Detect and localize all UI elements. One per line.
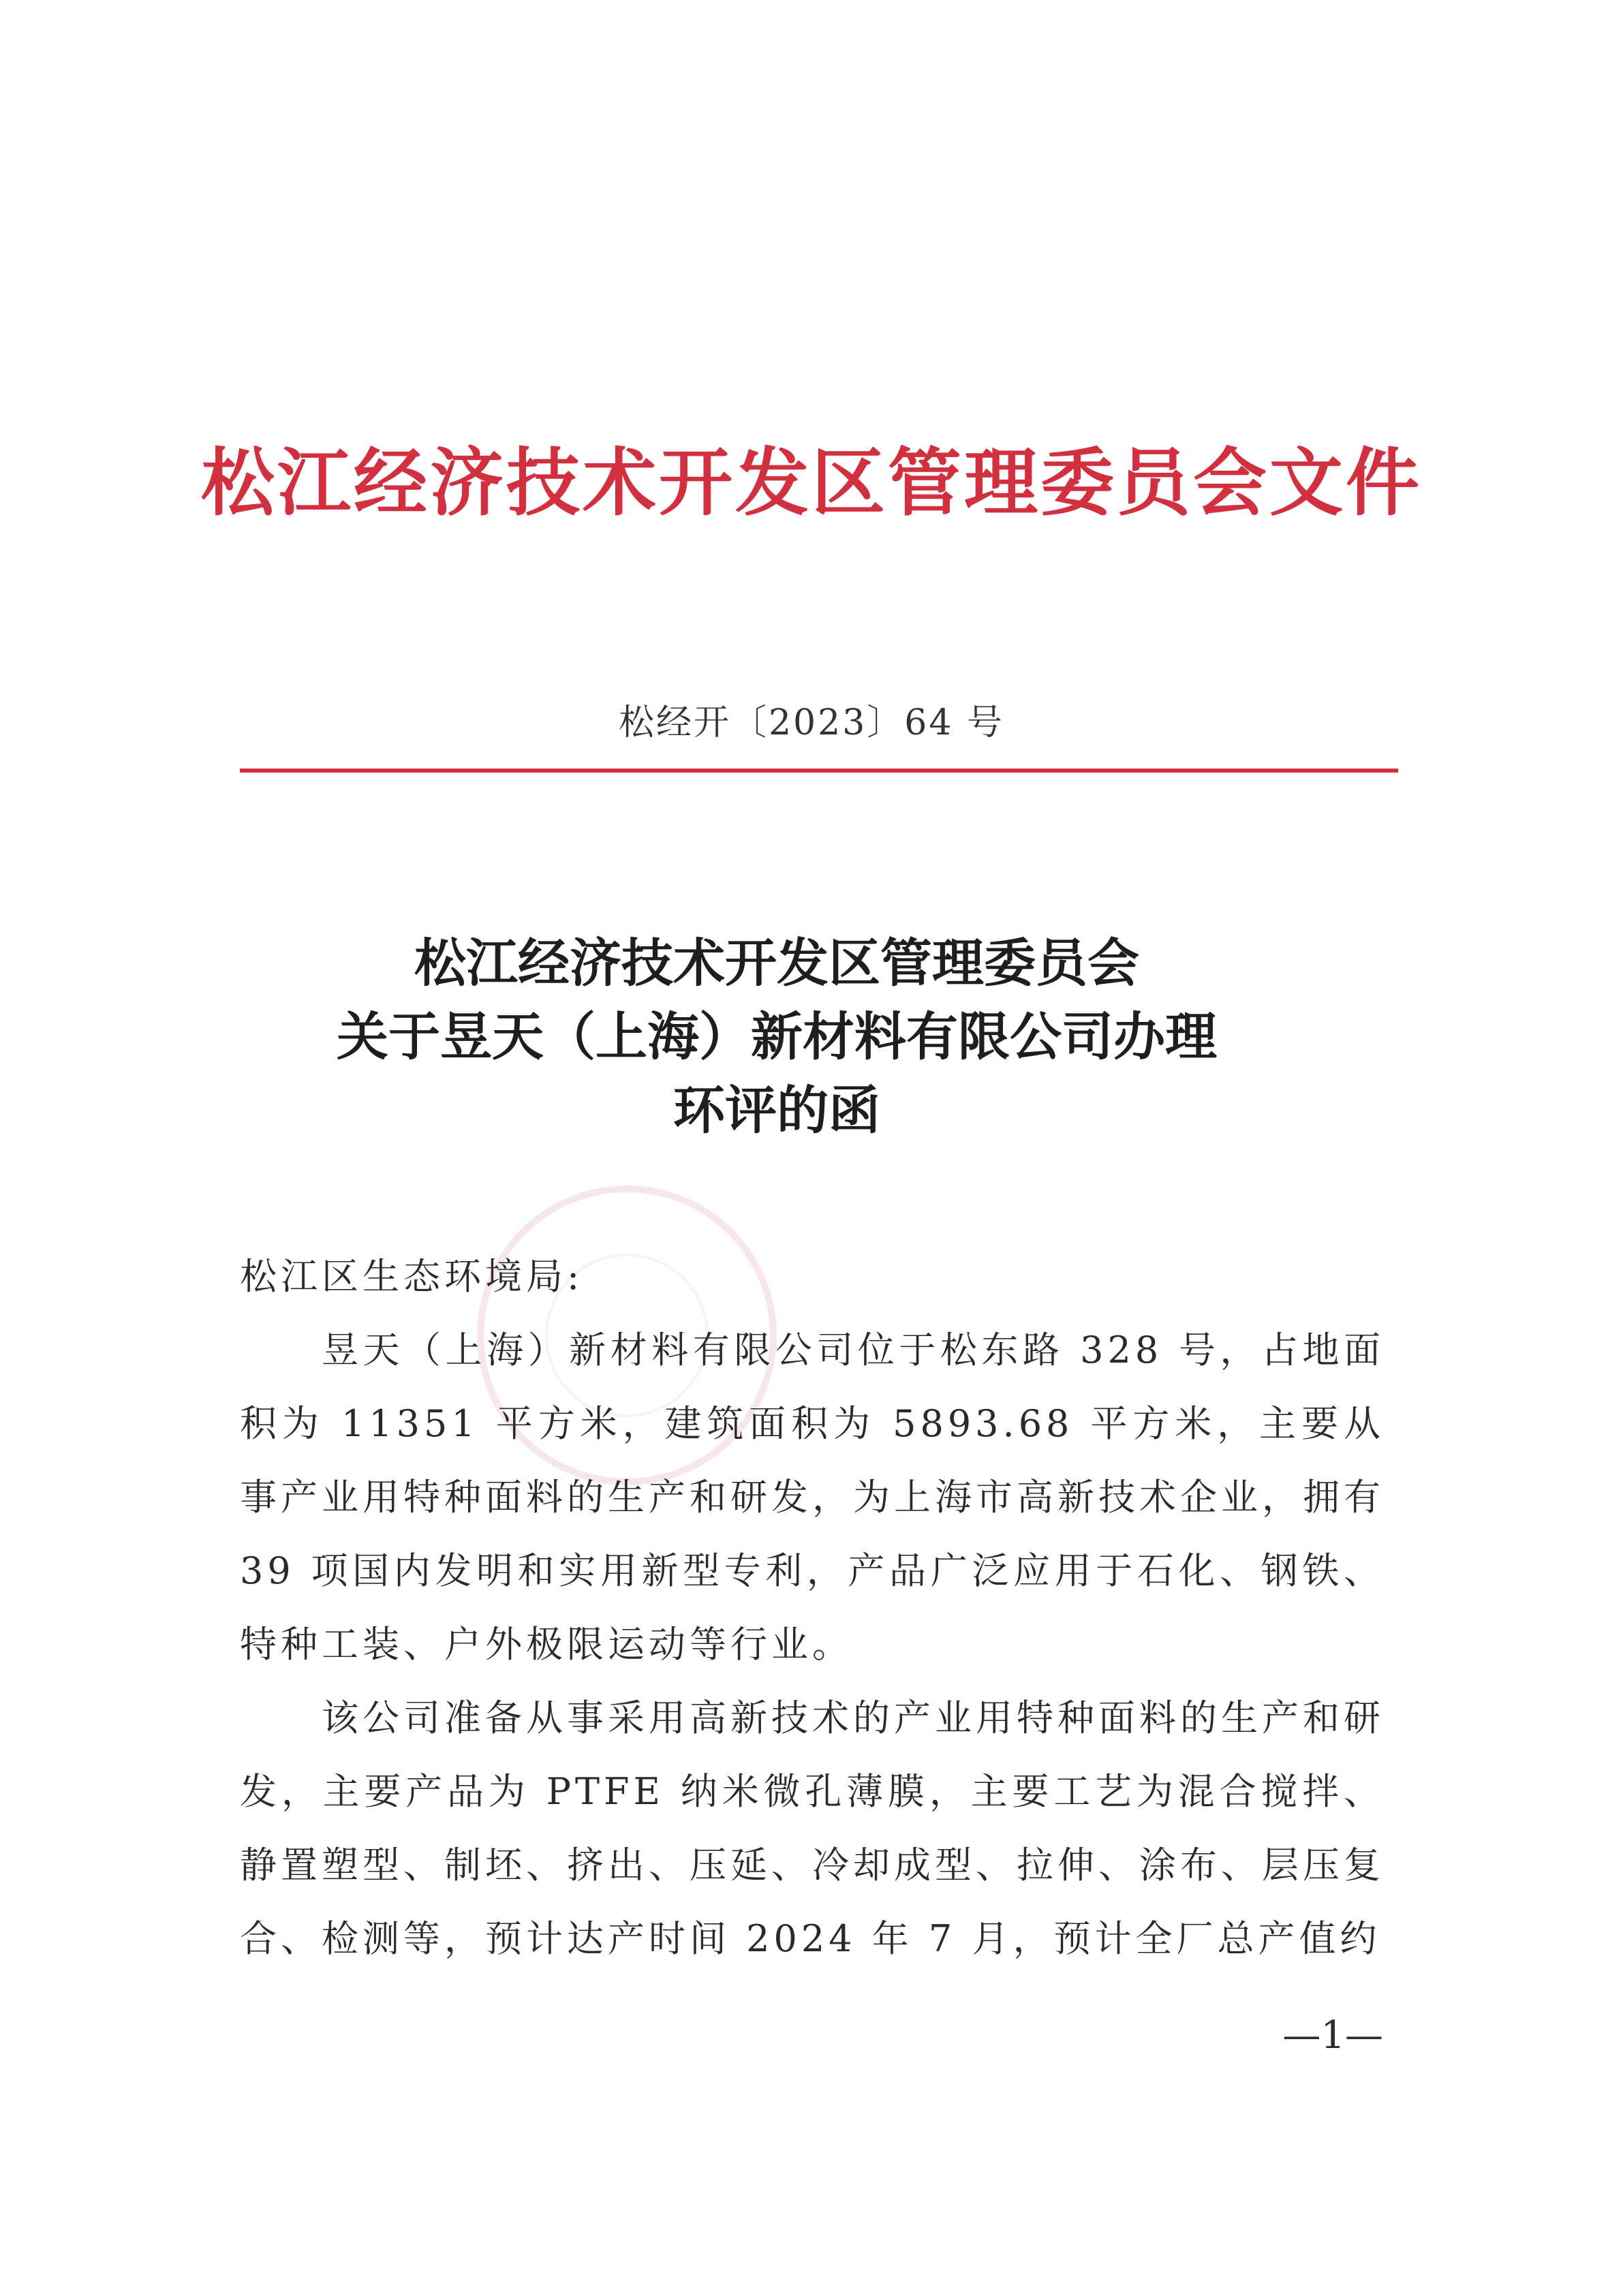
document-number: 松经开〔2023〕64 号	[618, 702, 1005, 743]
document-title-line: 松江经济技术开发区管理委员会	[414, 933, 1139, 993]
page-number: —1—	[1282, 2013, 1383, 2058]
body-paragraph: 昱天（上海）新材料有限公司位于松东路 328 号，占地面积为 11351 平方米，建筑面积为 5893.68 平方米，主要从事产业用特种面料的生产和研发，为上海市高新技术企业，拥有 39 项国内发明和实用新型专利，产品广泛应用于石化、钢铁、特种工装、户外极限运动等行业。	[240, 1329, 1385, 1666]
document-header-title: 松江经济技术开发区管理委员会文件	[200, 440, 1422, 526]
document-title-line: 环评的函	[673, 1080, 880, 1141]
document-body	[240, 1240, 1385, 1976]
document-title-line: 关于昱天（上海）新材料有限公司办理	[337, 1006, 1217, 1067]
document-title	[0, 927, 1554, 1147]
red-divider-rule	[240, 769, 1398, 773]
body-paragraph: 该公司准备从事采用高新技术的产业用特种面料的生产和研发，主要产品为 PTFE 纳米微孔薄膜，主要工艺为混合搅拌、静置塑型、制坯、挤出、压延、冷却成型、拉伸、涂布、层压复合、检测等，预计达产时间 2024 年 7 月，预计全厂总产值约	[240, 1696, 1385, 1960]
salutation: 松江区生态环境局:	[240, 1255, 584, 1298]
